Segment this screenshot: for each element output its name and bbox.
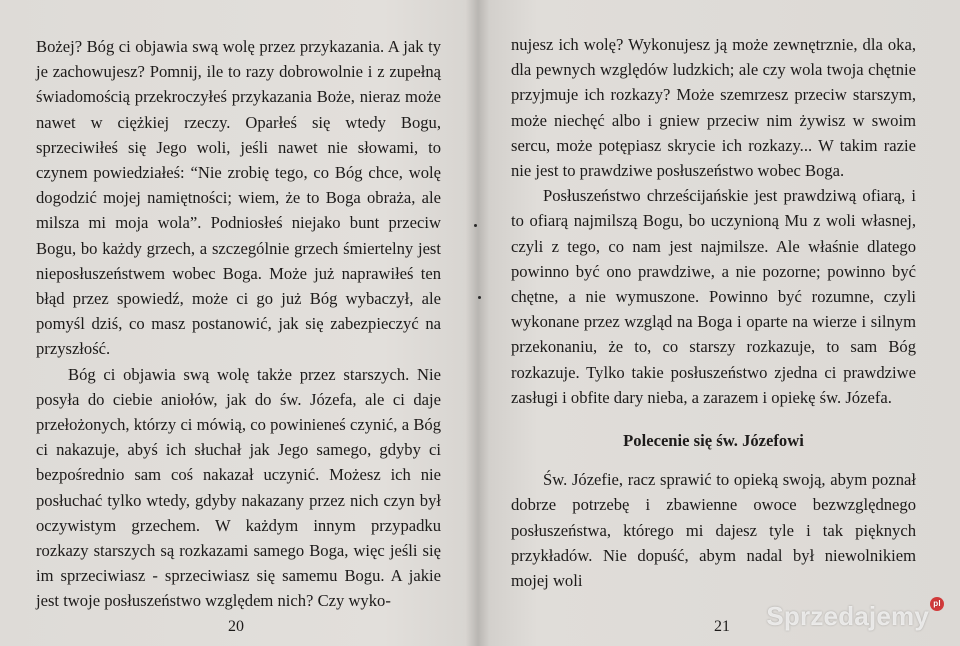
- prayer-paragraph: Św. Józefie, racz sprawić to opieką swoją, abym poznał dobrze potrzebę i zbawienne owoce bezwzględnego posłuszeństwa, którego mi dajesz tyle i tak pięknych przykładów. Nie dopuść, abym nadal był niewolnikiem mojej woli: [511, 470, 916, 591]
- right-page: [480, 0, 960, 646]
- section-heading: Polecenie się św. Józefowi: [623, 431, 804, 451]
- watermark-text: Sprzedajemy: [766, 601, 929, 631]
- watermark-badge: pl: [930, 597, 944, 611]
- right-paragraph-1: nujesz ich wolę? Wykonujesz ją może zewnętrznie, dla oka, dla pewnych względów ludzkich; ale czy wola twoja chętnie przyjmuje ich rozkazy? Może szemrzesz przeciw starszym, może niechęć albo i gniew przeciw nim żywisz w swoim sercu, może potępiasz skrycie ich rozkazy... W takim razie nie jest to prawdziwe posłuszeństwo wobec Boga.: [511, 35, 916, 181]
- right-page-number: 21: [714, 618, 730, 635]
- watermark-logo: [766, 601, 944, 632]
- print-speck: [474, 224, 477, 227]
- right-paragraph-2: Posłuszeństwo chrześcijańskie jest prawdziwą ofiarą, i to ofiarą najmilszą Bogu, bo uczynioną Mu z woli własnej, czyli z tego, co nam jest najmilsze. Ale właśnie dlatego powinno być ono prawdziwe, a nie pozorne; powinno być chętne, a nie wymuszone. Powinno być rozumne, czyli wykonane przez wzgląd na Boga i oparte na wierze i silnym przekonaniu, że to, co starszy rozkazuje, to sam Bóg rozkazuje. Tylko takie posłuszeństwo zjedna ci prawdziwe zasługi i obfite dary nieba, a zarazem i opiekę św. Józefa.: [511, 186, 916, 407]
- right-page-text: [511, 32, 916, 593]
- left-paragraph-1: Bożej? Bóg ci objawia swą wolę przez przykazania. A jak ty je zachowujesz? Pomnij, ile to razy dobrowolnie i z zupełną świadomością przekroczyłeś przykazania Boże, nieraz może nawet w ciężkiej rzeczy. Oparłeś się wtedy Bogu, sprzeciwiłeś się Jego woli, jeśli nawet nie słowami, to czynem powiedziałeś: “Nie zrobię tego, co Bóg chce, wolę dogodzić mojej namiętności; wiem, że to Boga obraża, ale milsza mi moja wola”. Podniosłeś niejako bunt przeciw Bogu, bo każdy grzech, a szczególnie grzech śmiertelny jest nieposłuszeństwem wobec Boga. Może już naprawiłeś ten błąd przez spowiedź, może ci go już Bóg wybaczył, ale pomyśl dziś, co masz postanowić, jak się zabezpieczyć na przyszłość.: [36, 37, 441, 359]
- left-paragraph-2: Bóg ci objawia swą wolę także przez starszych. Nie posyła do ciebie aniołów, jak do św. Józefa, ale ci daje przełożonych, którzy ci mówią, co powinieneś czynić, a Bóg ci nakazuje, abyś ich słuchał jak Jego samego, gdyby ci bezpośrednio sam coś nakazał uczynić. Możesz ich nie posłuchać tylko wtedy, gdyby nakazany przez nich czyn był oczywistym grzechem. W każdym innym przypadku rozkazy starszych są rozkazami samego Boga, więc jeśli się im sprzeciwiasz - sprzeciwiasz się samemu Bogu. A jakie jest twoje posłuszeństwo względem nich? Czy wyko-: [36, 364, 441, 611]
- left-page-text: [36, 34, 441, 614]
- left-page-number: 20: [228, 618, 244, 635]
